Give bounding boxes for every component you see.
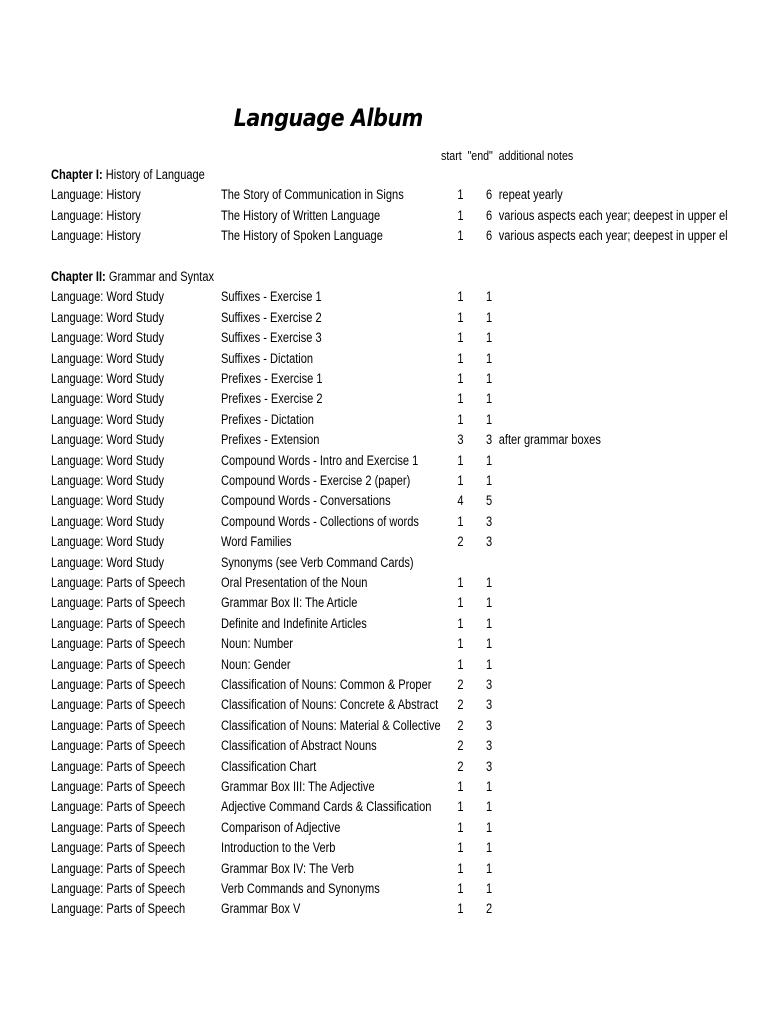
- end-value: 3: [486, 717, 493, 733]
- start-cell: 1: [457, 350, 464, 366]
- end-value: 6: [486, 228, 493, 244]
- area-cell: Language: Parts of Speech: [51, 697, 186, 713]
- lesson-cell: Prefixes - Exercise 2: [221, 391, 323, 407]
- start-cell: 1: [457, 819, 464, 835]
- lesson-cell: Grammar Box III: The Adjective: [221, 779, 375, 794]
- start-cell: 1: [457, 309, 464, 325]
- table-row: [0, 432, 768, 452]
- lesson-cell: Classification of Nouns: Material & Collective: [221, 717, 441, 733]
- end-value: 1: [486, 452, 493, 468]
- start-cell: 2: [457, 534, 464, 550]
- lesson-cell: Classification of Nouns: Concrete & Abstract: [221, 697, 439, 713]
- end-notes-cell: [486, 514, 492, 529]
- end-value: 1: [486, 860, 493, 876]
- chapter-label: Chapter I:: [51, 167, 103, 182]
- lesson-cell: Suffixes - Exercise 3: [221, 330, 322, 346]
- end-notes-cell: [486, 310, 492, 325]
- table-row: [0, 555, 768, 575]
- chapter-name: History of Language: [105, 167, 205, 182]
- lesson-cell: Compound Words - Conversations: [221, 493, 391, 509]
- end-notes-cell: [486, 718, 492, 733]
- table-row: [0, 718, 768, 738]
- lesson-cell: Classification of Abstract Nouns: [221, 738, 377, 754]
- end-value: 3: [486, 697, 493, 713]
- end-value: 1: [486, 411, 493, 427]
- lesson-cell: Prefixes - Exercise 1: [221, 371, 323, 386]
- start-cell: 2: [457, 717, 464, 733]
- start-cell: 1: [457, 207, 464, 223]
- table-row: [0, 840, 768, 860]
- end-notes-cell: [486, 861, 492, 876]
- lesson-cell: The History of Written Language: [221, 207, 381, 223]
- lesson-cell: Noun: Gender: [221, 656, 291, 672]
- start-column-header: start: [441, 148, 462, 163]
- lesson-cell: Verb Commands and Synonyms: [221, 881, 380, 896]
- end-notes-cell: [486, 351, 492, 366]
- end-value: 1: [486, 575, 493, 590]
- end-value: 1: [486, 881, 493, 896]
- lesson-cell: The Story of Communication in Signs: [221, 187, 404, 203]
- end-value: 3: [486, 534, 493, 550]
- lesson-cell: Classification Chart: [221, 758, 317, 774]
- end-notes-cell: [486, 412, 492, 427]
- lesson-cell: Grammar Box V: [221, 901, 301, 917]
- area-cell: Language: Parts of Speech: [51, 636, 186, 652]
- lesson-cell: Comparison of Adjective: [221, 819, 341, 835]
- area-cell: Language: Parts of Speech: [51, 799, 186, 815]
- end-value: 2: [486, 901, 493, 917]
- area-cell: Language: Word Study: [51, 330, 165, 346]
- column-headers: [441, 148, 579, 163]
- start-cell: 2: [457, 697, 464, 713]
- table-row: [0, 820, 768, 840]
- table-row: [0, 514, 768, 534]
- start-cell: 1: [457, 371, 464, 386]
- area-cell: Language: Word Study: [51, 309, 165, 325]
- end-notes-cell: [486, 208, 728, 223]
- end-value: 3: [486, 432, 493, 448]
- end-notes-cell: [486, 534, 492, 549]
- area-cell: Language: Word Study: [51, 554, 165, 570]
- end-value: 1: [486, 391, 493, 407]
- lesson-cell: Noun: Number: [221, 636, 293, 652]
- chapter-heading: [0, 167, 768, 187]
- end-notes-cell: [486, 595, 492, 610]
- lesson-cell: Compound Words - Exercise 2 (paper): [221, 473, 411, 488]
- start-cell: 1: [457, 615, 464, 631]
- table-row: [0, 697, 768, 717]
- end-notes-cell: [486, 575, 492, 590]
- table-row: [0, 371, 768, 391]
- end-notes-cell: [486, 657, 492, 672]
- end-value: 3: [486, 677, 493, 692]
- area-cell: Language: Parts of Speech: [51, 656, 186, 672]
- table-row: [0, 330, 768, 350]
- notes-value: various aspects each year; deepest in upper el: [498, 228, 728, 244]
- table-row: [0, 881, 768, 901]
- lesson-cell: Grammar Box II: The Article: [221, 595, 358, 611]
- area-cell: Language: Word Study: [51, 350, 165, 366]
- area-cell: Language: Parts of Speech: [51, 677, 186, 692]
- area-cell: Language: Word Study: [51, 473, 165, 488]
- table-row: [0, 779, 768, 799]
- end-notes-cell: [486, 840, 492, 855]
- lesson-cell: Classification of Nouns: Common & Proper: [221, 677, 432, 692]
- table-row: [0, 901, 768, 921]
- lesson-cell: Suffixes - Exercise 2: [221, 309, 322, 325]
- notes-value: repeat yearly: [498, 187, 563, 203]
- area-cell: Language: Parts of Speech: [51, 901, 186, 917]
- end-value: 1: [486, 799, 493, 815]
- area-cell: Language: Word Study: [51, 289, 165, 305]
- start-cell: 1: [457, 595, 464, 611]
- area-cell: Language: Parts of Speech: [51, 758, 186, 774]
- start-cell: 1: [457, 391, 464, 407]
- end-value: 1: [486, 473, 493, 488]
- area-cell: Language: History: [51, 207, 141, 223]
- area-cell: Language: History: [51, 228, 141, 244]
- lesson-cell: Prefixes - Dictation: [221, 411, 314, 427]
- end-value: 1: [486, 615, 493, 631]
- area-cell: Language: Word Study: [51, 452, 165, 468]
- notes-value: after grammar boxes: [498, 432, 601, 448]
- end-value: 1: [486, 309, 493, 325]
- table-row: [0, 595, 768, 615]
- table-row: [0, 453, 768, 473]
- table-row: [0, 208, 768, 228]
- end-value: 6: [486, 187, 493, 203]
- end-notes-cell: [486, 759, 492, 774]
- end-value: 1: [486, 371, 493, 386]
- end-notes-cell: [486, 799, 492, 814]
- table-row: [0, 799, 768, 819]
- table-row: [0, 677, 768, 697]
- start-cell: 1: [457, 452, 464, 468]
- start-cell: 1: [457, 656, 464, 672]
- lesson-cell: Compound Words - Intro and Exercise 1: [221, 452, 419, 468]
- start-cell: 4: [457, 493, 464, 509]
- area-cell: Language: Word Study: [51, 513, 165, 529]
- area-cell: Language: Word Study: [51, 371, 165, 386]
- end-notes-cell: [486, 330, 492, 345]
- end-notes-cell: [486, 820, 492, 835]
- table-row: [0, 412, 768, 432]
- lesson-cell: Grammar Box IV: The Verb: [221, 860, 354, 876]
- end-notes-cell: [486, 228, 728, 243]
- start-cell: 1: [457, 840, 464, 856]
- start-cell: 3: [457, 432, 464, 448]
- table-row: [0, 636, 768, 656]
- end-value: 3: [486, 758, 493, 774]
- end-notes-cell: [486, 616, 492, 631]
- area-cell: Language: Parts of Speech: [51, 575, 186, 590]
- lesson-cell: Adjective Command Cards & Classification: [221, 799, 432, 815]
- end-notes-cell: [486, 493, 492, 508]
- start-cell: 1: [457, 411, 464, 427]
- area-cell: Language: Word Study: [51, 391, 165, 407]
- chapter-heading: [0, 269, 768, 289]
- lesson-cell: Definite and Indefinite Articles: [221, 615, 367, 631]
- area-cell: Language: Word Study: [51, 493, 165, 509]
- area-cell: Language: Parts of Speech: [51, 779, 186, 794]
- end-notes-cell: [486, 901, 492, 916]
- start-cell: 1: [457, 330, 464, 346]
- start-cell: 2: [457, 758, 464, 774]
- area-cell: Language: Parts of Speech: [51, 717, 186, 733]
- end-value: 3: [486, 513, 493, 529]
- end-notes-cell: [486, 636, 492, 651]
- end-column-header: "end": [467, 148, 493, 163]
- table-row: [0, 351, 768, 371]
- start-cell: 1: [457, 473, 464, 488]
- start-cell: 1: [457, 636, 464, 652]
- lesson-cell: Oral Presentation of the Noun: [221, 575, 368, 590]
- lesson-cell: Word Families: [221, 534, 292, 550]
- end-value: 3: [486, 738, 493, 754]
- table-row: [0, 575, 768, 595]
- end-notes-cell: [486, 697, 492, 712]
- end-value: 1: [486, 819, 493, 835]
- start-cell: 1: [457, 575, 464, 590]
- end-notes-cell: [486, 391, 492, 406]
- area-cell: Language: History: [51, 187, 141, 203]
- area-cell: Language: Parts of Speech: [51, 881, 186, 896]
- notes-value: various aspects each year; deepest in upper el: [498, 207, 728, 223]
- table-row: [0, 657, 768, 677]
- lesson-cell: Suffixes - Dictation: [221, 350, 314, 366]
- area-cell: Language: Parts of Speech: [51, 819, 186, 835]
- end-value: 1: [486, 350, 493, 366]
- start-cell: 2: [457, 738, 464, 754]
- area-cell: Language: Word Study: [51, 432, 165, 448]
- lesson-cell: The History of Spoken Language: [221, 228, 383, 244]
- end-value: 1: [486, 636, 493, 652]
- notes-column-header: additional notes: [498, 148, 574, 163]
- lesson-cell: Introduction to the Verb: [221, 840, 336, 856]
- page-title: Language Album: [233, 104, 423, 132]
- table-row: [0, 187, 768, 207]
- area-cell: Language: Word Study: [51, 411, 165, 427]
- end-value: 1: [486, 779, 493, 794]
- area-cell: Language: Parts of Speech: [51, 595, 186, 611]
- end-value: 1: [486, 330, 493, 346]
- end-notes-cell: [486, 289, 492, 304]
- start-cell: 2: [457, 677, 464, 692]
- table-row: [0, 861, 768, 881]
- table-row: [0, 616, 768, 636]
- table-row: [0, 289, 768, 309]
- area-cell: Language: Parts of Speech: [51, 840, 186, 856]
- end-notes-cell: [486, 779, 492, 794]
- end-notes-cell: [486, 677, 492, 692]
- lesson-cell: Suffixes - Exercise 1: [221, 289, 322, 305]
- lesson-cell: Prefixes - Extension: [221, 432, 320, 448]
- end-value: 5: [486, 493, 493, 509]
- start-cell: 1: [457, 187, 464, 203]
- start-cell: 1: [457, 799, 464, 815]
- area-cell: Language: Parts of Speech: [51, 860, 186, 876]
- start-cell: 1: [457, 860, 464, 876]
- end-notes-cell: [486, 881, 492, 896]
- end-value: 6: [486, 207, 493, 223]
- table-row: [0, 473, 768, 493]
- end-value: 1: [486, 289, 493, 305]
- end-notes-cell: [486, 473, 492, 488]
- end-value: 1: [486, 840, 493, 856]
- table-row: [0, 391, 768, 411]
- start-cell: 1: [457, 289, 464, 305]
- end-value: 1: [486, 595, 493, 611]
- chapter-name: Grammar and Syntax: [108, 269, 215, 284]
- table-row: [0, 228, 768, 248]
- start-cell: 1: [457, 228, 464, 244]
- area-cell: Language: Word Study: [51, 534, 165, 550]
- lesson-cell: Synonyms (see Verb Command Cards): [221, 554, 414, 570]
- lesson-cell: Compound Words - Collections of words: [221, 513, 419, 529]
- end-notes-cell: [486, 187, 563, 202]
- area-cell: Language: Parts of Speech: [51, 738, 186, 754]
- start-cell: 1: [457, 901, 464, 917]
- end-value: 1: [486, 656, 493, 672]
- start-cell: 1: [457, 513, 464, 529]
- start-cell: 1: [457, 881, 464, 896]
- table-row: [0, 493, 768, 513]
- table-row: [0, 738, 768, 758]
- table-row: [0, 759, 768, 779]
- start-cell: 1: [457, 779, 464, 794]
- area-cell: Language: Parts of Speech: [51, 615, 186, 631]
- chapter-label: Chapter II:: [51, 269, 106, 284]
- end-notes-cell: [486, 453, 492, 468]
- end-notes-cell: [486, 432, 601, 447]
- table-row: [0, 310, 768, 330]
- table-row: [0, 534, 768, 554]
- end-notes-cell: [486, 371, 492, 386]
- end-notes-cell: [486, 738, 492, 753]
